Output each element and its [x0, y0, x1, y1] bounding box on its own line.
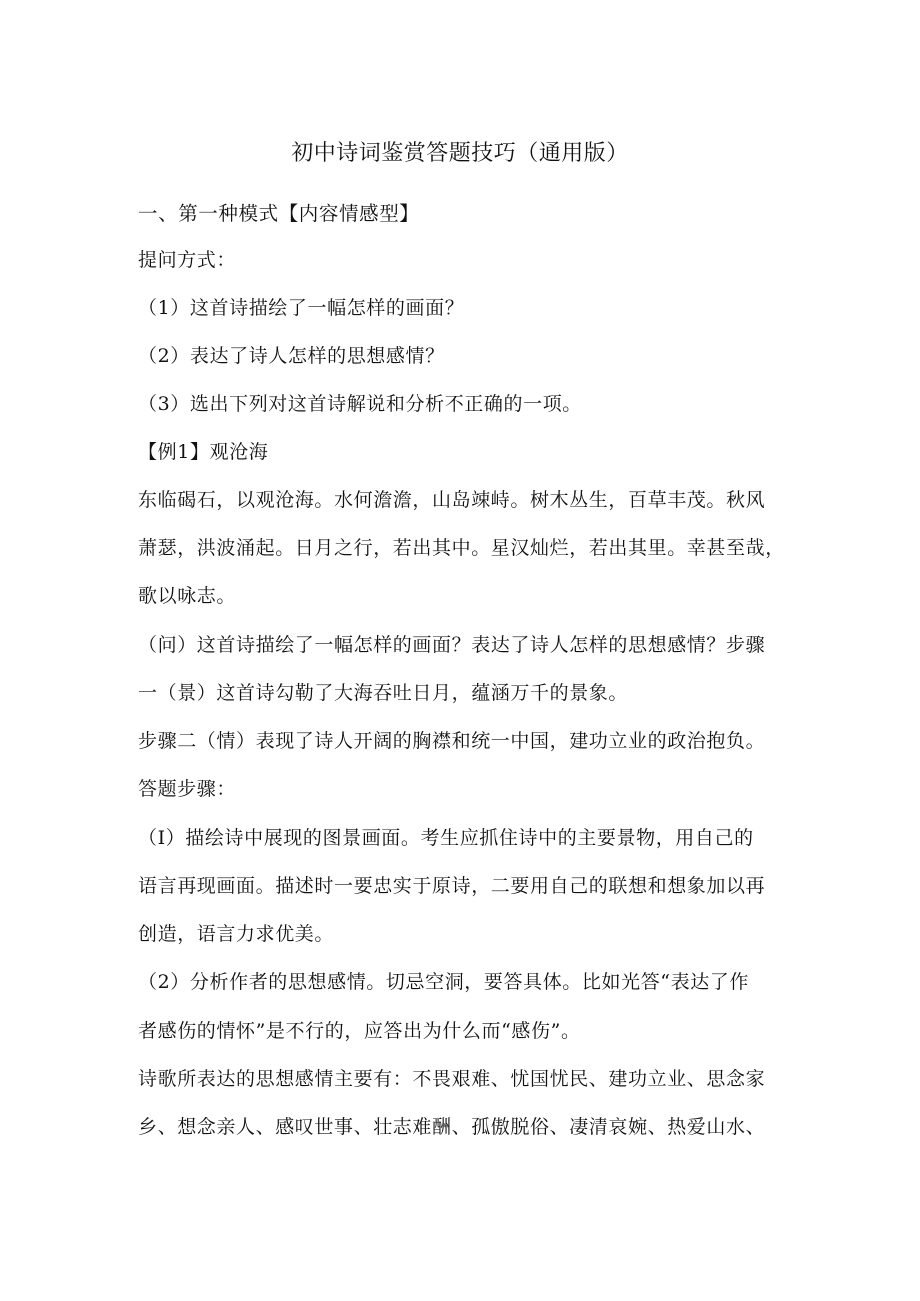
step1-line: 创造，语言力求优美。 — [138, 923, 335, 945]
step1-line: 语言再现画面。描述时一要忠实于原诗，二要用自己的联想和想象加以再 — [138, 875, 766, 897]
step2-line: （2）分析作者的思想感情。切忌空洞，要答具体。比如光答“表达了作 — [138, 971, 750, 993]
question-item: （2）表达了诗人怎样的思想感情？ — [138, 345, 445, 367]
question-item: （1）这首诗描绘了一幅怎样的画面？ — [138, 297, 465, 319]
step1-line: （I）描绘诗中展现的图景画面。考生应抓住诗中的主要景物，用自己的 — [138, 827, 754, 849]
poem-line: 萧瑟，洪波涌起。日月之行，若出其中。星汉灿烂，若出其里。幸甚至哉， — [138, 537, 785, 559]
emotion-line: 乡、想念亲人、感叹世事、壮志难酬、孤傲脱俗、凄清哀婉、热爱山水、 — [138, 1116, 766, 1138]
answer-line: （问）这首诗描绘了一幅怎样的画面？表达了诗人怎样的思想感情？步骤 — [138, 634, 766, 656]
poem-line: 东临碣石，以观沧海。水何澹澹，山岛竦峙。树木丛生，百草丰茂。秋风 — [138, 489, 766, 511]
question-item: （3）选出下列对这首诗解说和分析不正确的一项。 — [138, 393, 582, 415]
question-method-label: 提问方式： — [138, 249, 237, 271]
poem-line: 歌以咏志。 — [138, 585, 237, 607]
document-title: 初中诗词鉴赏答题技巧（通用版） — [291, 141, 629, 166]
steps-label: 答题步骤： — [138, 778, 237, 800]
emotion-line: 诗歌所表达的思想感情主要有：不畏艰难、忧国忧民、建功立业、思念家 — [138, 1068, 766, 1090]
answer-line: 一（景）这首诗勾勒了大海吞吐日月，蕴涵万千的景象。 — [138, 682, 629, 704]
answer-line: 步骤二（情）表现了诗人开阔的胸襟和统一中国，建功立业的政治抱负。 — [138, 730, 766, 752]
example-title: 【例1】观沧海 — [138, 441, 269, 463]
step2-line: 者感伤的情怀”是不行的，应答出为什么而“感伤”。 — [138, 1020, 581, 1042]
section-heading: 一、第一种模式【内容情感型】 — [138, 202, 420, 225]
